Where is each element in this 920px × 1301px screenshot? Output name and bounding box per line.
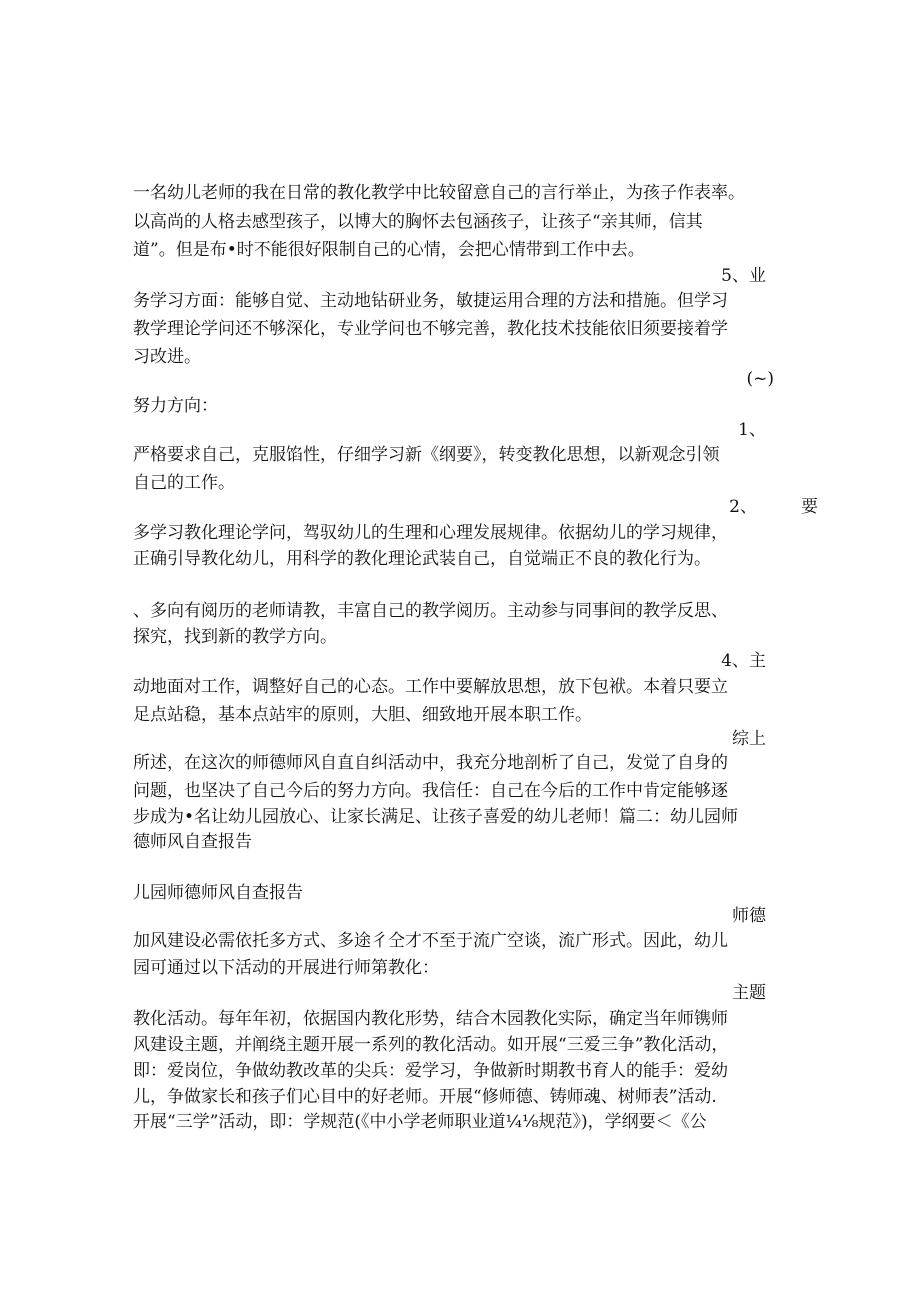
text-line: 道”。但是布•时不能很好限制自己的心情，会把心情带到工作中去。 [133, 240, 645, 260]
text-line: 步成为•名让幼儿园放心、让家长满足、让孩子喜爱的幼儿老师！篇二：幼儿园师 [133, 807, 739, 827]
section-number: 4、主 [721, 651, 766, 671]
text-line: 习改进。 [133, 347, 201, 367]
text-line: 、多向有阅历的老师请教，丰富自己的教学阅历。主动参与同事间的教学反思、 [133, 601, 728, 621]
text-fragment: 师德 [732, 906, 766, 926]
text-line: 园可通过以下活动的开展进行师第教化： [133, 958, 439, 978]
text-line: 教学理论学问还不够深化，专业学问也不够完善，教化技术技能依旧须要接着学 [133, 319, 728, 339]
text-line: 足点站稳，基本点站牢的原则，大胆、细致地开展本职工作。 [133, 705, 592, 725]
text-fragment: 主题 [732, 983, 766, 1003]
report-title: 儿园师德师风自查报告 [133, 883, 303, 903]
text-fragment: 综上 [732, 729, 766, 749]
section-marker: (~) [746, 369, 774, 389]
text-line: 问题，也坚决了自己今后的努力方向。我信任：自己在今后的工作中肯定能够逐 [133, 781, 728, 801]
text-line: 自己的工作。 [133, 473, 235, 493]
text-line: 教化活动。每年年初，依据国内教化形势，结合木园教化实际，确定当年师镌师 [133, 1009, 728, 1029]
text-line: 以高尚的人格去感型孩子，以博大的胸怀去包涵孩子，让孩子“亲其师，信其 [133, 212, 703, 232]
text-line: 开展“三学”活动，即：学规范(《中小学老师职业道¼⅛规范》)，学纲要＜《公 [133, 1112, 707, 1132]
text-line: 动地面对工作，调整好自己的心态。工作中要解放思想，放下包袱。本着只要立 [133, 677, 728, 697]
text-line: 多学习教化理论学问，驾驭幼儿的生理和心理发展规律。依据幼儿的学习规律， [133, 523, 728, 543]
text-line: 风建设主题，并阐绕主题开展一系列的教化活动。如开展“三爱三争”教化活动， [133, 1035, 729, 1055]
text-line: 探究，找到新的教学方向。 [133, 627, 337, 647]
section-number: 2、 [729, 497, 757, 517]
text-line: 一名幼儿老师的我在日常的教化教学中比较留意自己的言行举止，为孩子作表率。 [133, 183, 745, 203]
section-heading: 努力方向： [133, 396, 218, 416]
text-line: 德师风自查报告 [133, 832, 252, 852]
text-line: 加风建设必需依托多方式、多途彳仝才不至于流广空谈，流广形式。因此，幼儿 [133, 931, 728, 951]
text-fragment: 要 [801, 497, 818, 517]
section-number: 1、 [738, 420, 766, 440]
text-line: 儿，争做家长和孩子们心目中的好老师。开展“修师德、铸师魂、树师表”活动. [133, 1087, 717, 1107]
text-line: 严格要求自己，克服馅性，仔细学习新《纲要》，转变教化思想，以新观念引领 [133, 445, 720, 465]
text-line: 务学习方面：能够自觉、主动地钻研业务，敏捷运用合理的方法和措施。但学习 [133, 291, 728, 311]
text-line: 所述，在这次的师德师风自直自纠活动中，我充分地剖析了自己，发觉了自身的 [133, 753, 728, 773]
section-number: 5、业 [721, 266, 766, 286]
text-line: 正确引导教化幼儿，用科学的教化理论武装自己，自觉端正不良的教化行为。 [133, 549, 711, 569]
text-line: 即：爱岗位，争做幼教改革的尖兵：爱学习，争做新时期教书育人的能手：爱幼 [133, 1061, 728, 1081]
